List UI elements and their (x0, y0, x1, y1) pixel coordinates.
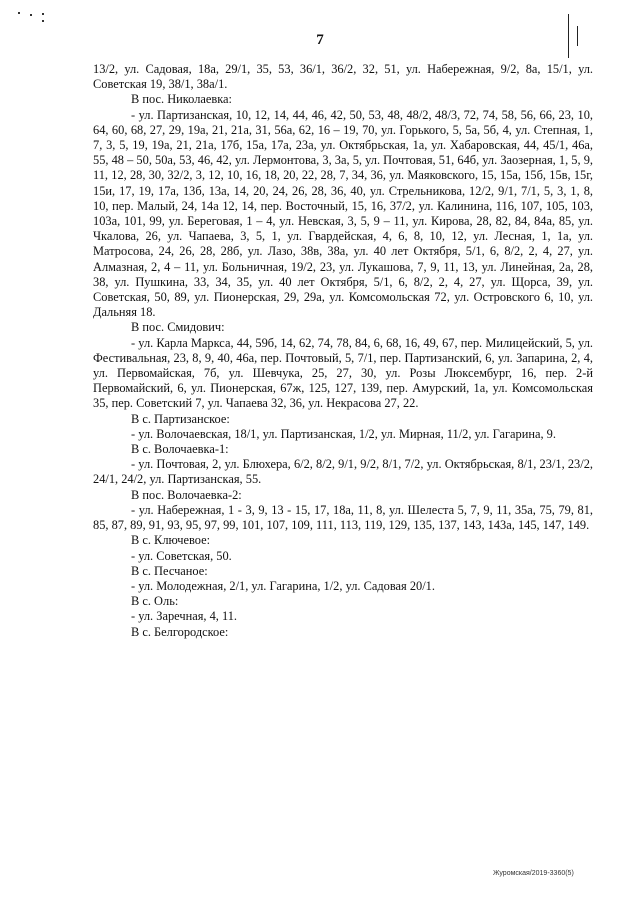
scan-speck (18, 12, 20, 14)
document-body (93, 62, 593, 640)
paragraph: - ул. Заречная, 4, 11. (131, 609, 238, 624)
document-reference: Журомская/2019-3360(5) (493, 870, 574, 877)
paragraph: - ул. Почтовая, 2, ул. Блюхера, 6/2, 8/2, 9/1, 9/2, 8/1, 7/2, ул. Октябрьская, 8/1, 23/1, 23/2, 24/1, 24/2, ул. Партизанская, 55. (93, 457, 593, 487)
paragraph: В с. Партизанское: (131, 411, 230, 426)
paragraph: В пос. Николаевка: (131, 92, 233, 107)
paragraph: В с. Ключевое: (131, 533, 211, 548)
paragraph: В пос. Смидович: (131, 320, 225, 335)
paragraph: В с. Оль: (131, 594, 179, 609)
scan-speck (30, 14, 32, 16)
scan-speck (42, 20, 44, 22)
paragraph: В с. Волочаевка-1: (131, 442, 229, 457)
page-number: 7 (316, 32, 324, 48)
paragraph: 13/2, ул. Садовая, 18а, 29/1, 35, 53, 36/1, 36/2, 32, 51, ул. Набережная, 9/2, 8а, 15/1, ул. Советская 19, 38/1, 38а/1. (93, 62, 593, 92)
paragraph: В с. Песчаное: (131, 563, 208, 578)
paragraph: - ул. Набережная, 1 - 3, 9, 13 - 15, 17, 18а, 11, 8, ул. Шелеста 5, 7, 9, 11, 35а, 75, 79, 81, 85, 87, 89, 91, 93, 95, 97, 99, 101, 107, 109, 111, 113, 119, 129, 135, 137, 143, 143а, 145, 147, 149. (93, 502, 593, 533)
paragraph: В с. Белгородское: (131, 624, 229, 639)
paragraph: - ул. Советская, 50. (131, 548, 232, 563)
paragraph: - ул. Молодежная, 2/1, ул. Гагарина, 1/2, ул. Садовая 20/1. (131, 578, 435, 593)
paragraph: - ул. Волочаевская, 18/1, ул. Партизанская, 1/2, ул. Мирная, 11/2, ул. Гагарина, 9. (131, 426, 556, 441)
paragraph: В пос. Волочаевка-2: (131, 487, 242, 502)
paragraph: - ул. Партизанская, 10, 12, 14, 44, 46, 42, 50, 53, 48, 48/2, 48/3, 72, 74, 58, 56, 66, 23, 10, 64, 60, 68, 27, 29, 19а, 21, 21а, 31, 56а, 62, 16 – 19, 70, ул. Горького, 5, 5а, 5б, 4, ул. Степная, 1, 7, 3, 5, 19, 19а, 21, 21а, 17б, 15а, 17а, 23а, ул. Октябрьская, 1а, ул. Хабаровская, 44, 45/1, 46а, 55, 48 – 50, 50а, 53, 46, 42, ул. Лермонтова, 3, 3а, 5, ул. Почтовая, 51, 64б, ул. Заозерная, 1, 5, 9, 11, 12, 28, 30, 32/2, 3, 12, 10, 16, 18, 20, 22, 28, 7, 34, 36, ул. Маяковского, 15, 15а, 15б, 15в, 15г, 15и, 17, 19, 17а, 13б, 13а, 14, 20, 24, 26, 28, 36, 40, ул. Стрельникова, 12/2, 9/1, 7/1, 5, 3, 1, 8, 10, пер. Малый, 24, 14а 12, 14, пер. Восточный, 15, 16, 37/2, ул. Калинина, 116, 107, 105, 103, 103а, 101, 99, ул. Береговая, 1 – 4, ул. Невская, 3, 5, 9 – 11, ул. Кирова, 28, 82, 84, 84а, 85, ул. Чкалова, 26, ул. Чапаева, 3, 5, 1, ул. Гвардейская, 4, 6, 8, 10, 12, ул. Лесная, 1, 1а, ул. Матросова, 24, 26, 28, 28б, ул. Лазо, 38в, 38а, ул. 40 лет Октября, 5/1, 6, 8/2, 2, 4, 27, ул. Алмазная, 2, 4 – 11, ул. Больничная, 19/2, 23, ул. Лукашова, 7, 9, 11, 13, ул. Линейная, 2а, 28, 38, ул. Пушкина, 33, 34, 35, ул. 40 лет Октября, 5/1, 6, 8/2, 2, 4, 27, ул. Щорса, 39, ул. Советская, 50, 89, ул. Пионерская, 29, 29а, ул. Комсомольская 72, ул. Островского 6, 10, ул. Дальняя 18. (93, 107, 593, 320)
paragraph: - ул. Карла Маркса, 44, 59б, 14, 62, 74, 78, 84, 6, 68, 16, 49, 67, пер. Милицейский, 5, ул. Фестивальная, 23, 8, 9, 40, 46а, пер. Почтовый, 5, 7/1, пер. Партизанский, 6, ул. Запарина, 2, 4, ул. Первомайская, 7б, ул. Шевчука, 25, 27, 30, ул. Розы Люксембург, 16, пер. 2-й Первомайский, 6, ул. Пионерская, 67ж, 125, 127, 139, пер. Амурский, 1а, ул. Комсомольская 35, пер. Советский 7, ул. Чапаева 32, 36, ул. Некрасова 27, 22. (93, 335, 593, 411)
scan-speck (42, 13, 44, 15)
